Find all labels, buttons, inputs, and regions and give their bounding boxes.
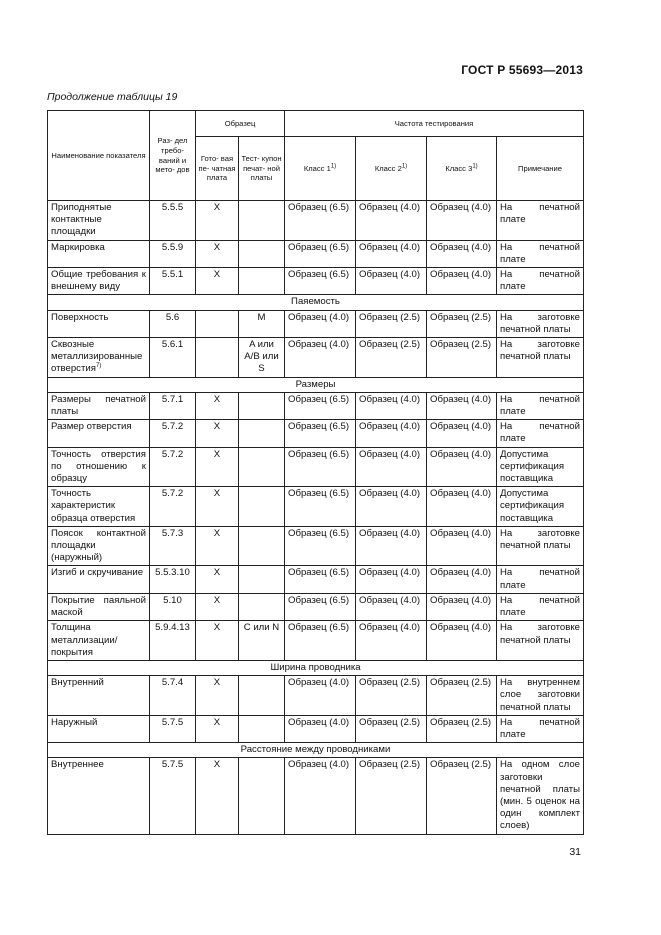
- finished-board-mark: X: [196, 201, 239, 241]
- class3-frequency: Образец (4.0): [427, 487, 497, 527]
- note-cell: Допустима сертификация поставщика: [497, 487, 584, 527]
- table-row: [48, 201, 584, 241]
- finished-board-mark: X: [196, 593, 239, 620]
- indicator-name: Поверхность: [48, 310, 150, 337]
- section-title: Размеры: [48, 377, 584, 392]
- table-row: [48, 310, 584, 337]
- table-row: [48, 240, 584, 267]
- class1-frequency: Образец (6.5): [285, 240, 356, 267]
- class2-frequency: Образец (4.0): [356, 593, 427, 620]
- class3-frequency: Образец (2.5): [427, 310, 497, 337]
- test-coupon-mark: [239, 487, 285, 527]
- indicator-name: Точность отверстия по отношению к образцу: [48, 447, 150, 487]
- section-row: [48, 295, 584, 310]
- test-coupon-mark: [239, 420, 285, 447]
- class2-frequency: Образец (4.0): [356, 392, 427, 419]
- class2-frequency: Образец (2.5): [356, 715, 427, 742]
- footnote-mark: 7): [95, 363, 102, 370]
- table-row: [48, 593, 584, 620]
- header-note: Примечание: [497, 137, 584, 201]
- class3-frequency: Образец (4.0): [427, 566, 497, 593]
- class2-frequency: Образец (2.5): [356, 310, 427, 337]
- header-class1-label: Класс 1: [303, 163, 331, 173]
- section-row: [48, 743, 584, 758]
- header-class2-label: Класс 2: [374, 163, 402, 173]
- note-cell: На заготовке печатной платы: [497, 338, 584, 378]
- finished-board-mark: X: [196, 268, 239, 295]
- note-cell: На печатной плате: [497, 566, 584, 593]
- section-ref: 5.7.1: [150, 392, 196, 419]
- header-class3: [427, 137, 497, 201]
- finished-board-mark: X: [196, 487, 239, 527]
- section-ref: 5.5.1: [150, 268, 196, 295]
- section-row: [48, 377, 584, 392]
- header-class1-note-mark: 1): [330, 163, 337, 170]
- note-cell: На печатной плате: [497, 240, 584, 267]
- class3-frequency: Образец (4.0): [427, 392, 497, 419]
- class1-frequency: Образец (4.0): [285, 310, 356, 337]
- class3-frequency: Образец (2.5): [427, 676, 497, 716]
- section-ref: 5.7.5: [150, 715, 196, 742]
- test-coupon-mark: [239, 392, 285, 419]
- test-coupon-mark: [239, 201, 285, 241]
- note-cell: На печатной плате: [497, 392, 584, 419]
- indicator-name: Поясок контактной площадки (наружный): [48, 526, 150, 566]
- finished-board-mark: X: [196, 621, 239, 661]
- requirements-table: [47, 110, 584, 835]
- indicator-name: Размер отверстия: [48, 420, 150, 447]
- header-sample: Образец: [196, 111, 285, 137]
- class3-frequency: Образец (4.0): [427, 447, 497, 487]
- test-coupon-mark: M: [239, 310, 285, 337]
- header-section: Раз- дел требо- ваний и мето- дов: [150, 111, 196, 201]
- section-ref: 5.6.1: [150, 338, 196, 378]
- indicator-name: Размеры печатной платы: [48, 392, 150, 419]
- indicator-name: Покрытие паяльной маской: [48, 593, 150, 620]
- table-row: [48, 447, 584, 487]
- table-row: [48, 566, 584, 593]
- header-board: Гото- вая пе- чатная плата: [196, 137, 239, 201]
- note-cell: На печатной плате: [497, 593, 584, 620]
- test-coupon-mark: C или N: [239, 621, 285, 661]
- class1-frequency: Образец (6.5): [285, 420, 356, 447]
- table-body: [48, 201, 584, 835]
- section-title: Расстояние между проводниками: [48, 743, 584, 758]
- section-ref: 5.10: [150, 593, 196, 620]
- section-ref: 5.7.5: [150, 758, 196, 834]
- table-row: [48, 338, 584, 378]
- class1-frequency: Образец (6.5): [285, 447, 356, 487]
- indicator-name: Изгиб и скручивание: [48, 566, 150, 593]
- finished-board-mark: X: [196, 566, 239, 593]
- table-row: [48, 676, 584, 716]
- table-row: [48, 621, 584, 661]
- note-cell: На печатной плате: [497, 715, 584, 742]
- class2-frequency: Образец (4.0): [356, 566, 427, 593]
- class2-frequency: Образец (2.5): [356, 758, 427, 834]
- class3-frequency: Образец (2.5): [427, 715, 497, 742]
- test-coupon-mark: [239, 566, 285, 593]
- class1-frequency: Образец (4.0): [285, 758, 356, 834]
- note-cell: На печатной плате: [497, 201, 584, 241]
- header-coupon: Тест- купон печат- ной платы: [239, 137, 285, 201]
- test-coupon-mark: [239, 240, 285, 267]
- indicator-name: Точность характеристик образца отверстия: [48, 487, 150, 527]
- class1-frequency: Образец (6.5): [285, 487, 356, 527]
- table-row: [48, 268, 584, 295]
- header-class3-note-mark: 1): [472, 163, 478, 170]
- finished-board-mark: X: [196, 758, 239, 834]
- section-ref: 5.7.2: [150, 420, 196, 447]
- finished-board-mark: [196, 338, 239, 378]
- class1-frequency: Образец (6.5): [285, 593, 356, 620]
- table-row: [48, 526, 584, 566]
- class1-frequency: Образец (6.5): [285, 268, 356, 295]
- section-ref: 5.5.5: [150, 201, 196, 241]
- class1-frequency: Образец (6.5): [285, 526, 356, 566]
- class3-frequency: Образец (4.0): [427, 621, 497, 661]
- header-class2: [356, 137, 427, 201]
- class1-frequency: Образец (6.5): [285, 392, 356, 419]
- class3-frequency: Образец (2.5): [427, 338, 497, 378]
- indicator-name: Внутренний: [48, 676, 150, 716]
- standard-number: ГОСТ Р 55693—2013: [461, 63, 583, 77]
- class2-frequency: Образец (4.0): [356, 526, 427, 566]
- header-class1: [285, 137, 356, 201]
- class2-frequency: Образец (4.0): [356, 420, 427, 447]
- class2-frequency: Образец (4.0): [356, 487, 427, 527]
- note-cell: На заготовке печатной платы: [497, 526, 584, 566]
- table-row: [48, 715, 584, 742]
- test-coupon-mark: [239, 268, 285, 295]
- class3-frequency: Образец (4.0): [427, 420, 497, 447]
- note-cell: На печатной плате: [497, 420, 584, 447]
- class3-frequency: Образец (2.5): [427, 758, 497, 834]
- table-row: [48, 420, 584, 447]
- section-ref: 5.5.9: [150, 240, 196, 267]
- finished-board-mark: X: [196, 420, 239, 447]
- indicator-name: Наружный: [48, 715, 150, 742]
- section-title: Ширина проводника: [48, 660, 584, 675]
- class1-frequency: Образец (4.0): [285, 676, 356, 716]
- class2-frequency: Образец (4.0): [356, 240, 427, 267]
- class2-frequency: Образец (4.0): [356, 621, 427, 661]
- header-class3-label: Класс 3: [445, 163, 473, 173]
- test-coupon-mark: [239, 593, 285, 620]
- finished-board-mark: X: [196, 240, 239, 267]
- class2-frequency: Образец (2.5): [356, 338, 427, 378]
- test-coupon-mark: [239, 715, 285, 742]
- class3-frequency: Образец (4.0): [427, 526, 497, 566]
- indicator-name: Маркировка: [48, 240, 150, 267]
- header-frequency: Частота тестирования: [285, 111, 584, 137]
- indicator-name: Толщина металлизации/покрытия: [48, 621, 150, 661]
- finished-board-mark: X: [196, 715, 239, 742]
- section-ref: 5.7.3: [150, 526, 196, 566]
- test-coupon-mark: [239, 526, 285, 566]
- table-caption: Продолжение таблицы 19: [47, 91, 178, 103]
- class2-frequency: Образец (4.0): [356, 447, 427, 487]
- table-row: [48, 758, 584, 834]
- note-cell: На заготовке печатной платы: [497, 621, 584, 661]
- class2-frequency: Образец (2.5): [356, 676, 427, 716]
- table-row: [48, 392, 584, 419]
- section-ref: 5.5.3.10: [150, 566, 196, 593]
- indicator-name: Приподнятые контактные площадки: [48, 201, 150, 241]
- class2-frequency: Образец (4.0): [356, 201, 427, 241]
- note-cell: На одном слое заготовки печатной платы (мин. 5 оценок на один комплект слоев): [497, 758, 584, 834]
- section-ref: 5.7.2: [150, 447, 196, 487]
- section-ref: 5.6: [150, 310, 196, 337]
- note-cell: Допустима сертификация поставщика: [497, 447, 584, 487]
- note-cell: На печатной плате: [497, 268, 584, 295]
- note-cell: На заготовке печатной платы: [497, 310, 584, 337]
- section-title: Паяемость: [48, 295, 584, 310]
- table-row: [48, 487, 584, 527]
- class1-frequency: Образец (4.0): [285, 338, 356, 378]
- section-ref: 5.7.2: [150, 487, 196, 527]
- class1-frequency: Образец (4.0): [285, 715, 356, 742]
- finished-board-mark: X: [196, 676, 239, 716]
- section-ref: 5.7.4: [150, 676, 196, 716]
- indicator-name: Внутреннее: [48, 758, 150, 834]
- test-coupon-mark: A или A/B или S: [239, 338, 285, 378]
- test-coupon-mark: [239, 758, 285, 834]
- header-name: Наименование показателя: [48, 111, 150, 201]
- section-row: [48, 660, 584, 675]
- class3-frequency: Образец (4.0): [427, 268, 497, 295]
- class3-frequency: Образец (4.0): [427, 593, 497, 620]
- header-class2-note-mark: 1): [401, 163, 408, 170]
- section-ref: 5.9.4.13: [150, 621, 196, 661]
- class1-frequency: Образец (6.5): [285, 566, 356, 593]
- class1-frequency: Образец (6.5): [285, 201, 356, 241]
- indicator-name: Общие требования к внешнему виду: [48, 268, 150, 295]
- page-number: 31: [569, 846, 581, 858]
- test-coupon-mark: [239, 676, 285, 716]
- indicator-name: [48, 338, 150, 378]
- finished-board-mark: X: [196, 447, 239, 487]
- test-coupon-mark: [239, 447, 285, 487]
- finished-board-mark: [196, 310, 239, 337]
- finished-board-mark: X: [196, 392, 239, 419]
- indicator-name-text: Сквозные металлизированные отверстия: [51, 339, 143, 375]
- class2-frequency: Образец (4.0): [356, 268, 427, 295]
- note-cell: На внутреннем слое заготовки печатной платы: [497, 676, 584, 716]
- class3-frequency: Образец (4.0): [427, 240, 497, 267]
- finished-board-mark: X: [196, 526, 239, 566]
- class3-frequency: Образец (4.0): [427, 201, 497, 241]
- class1-frequency: Образец (6.5): [285, 621, 356, 661]
